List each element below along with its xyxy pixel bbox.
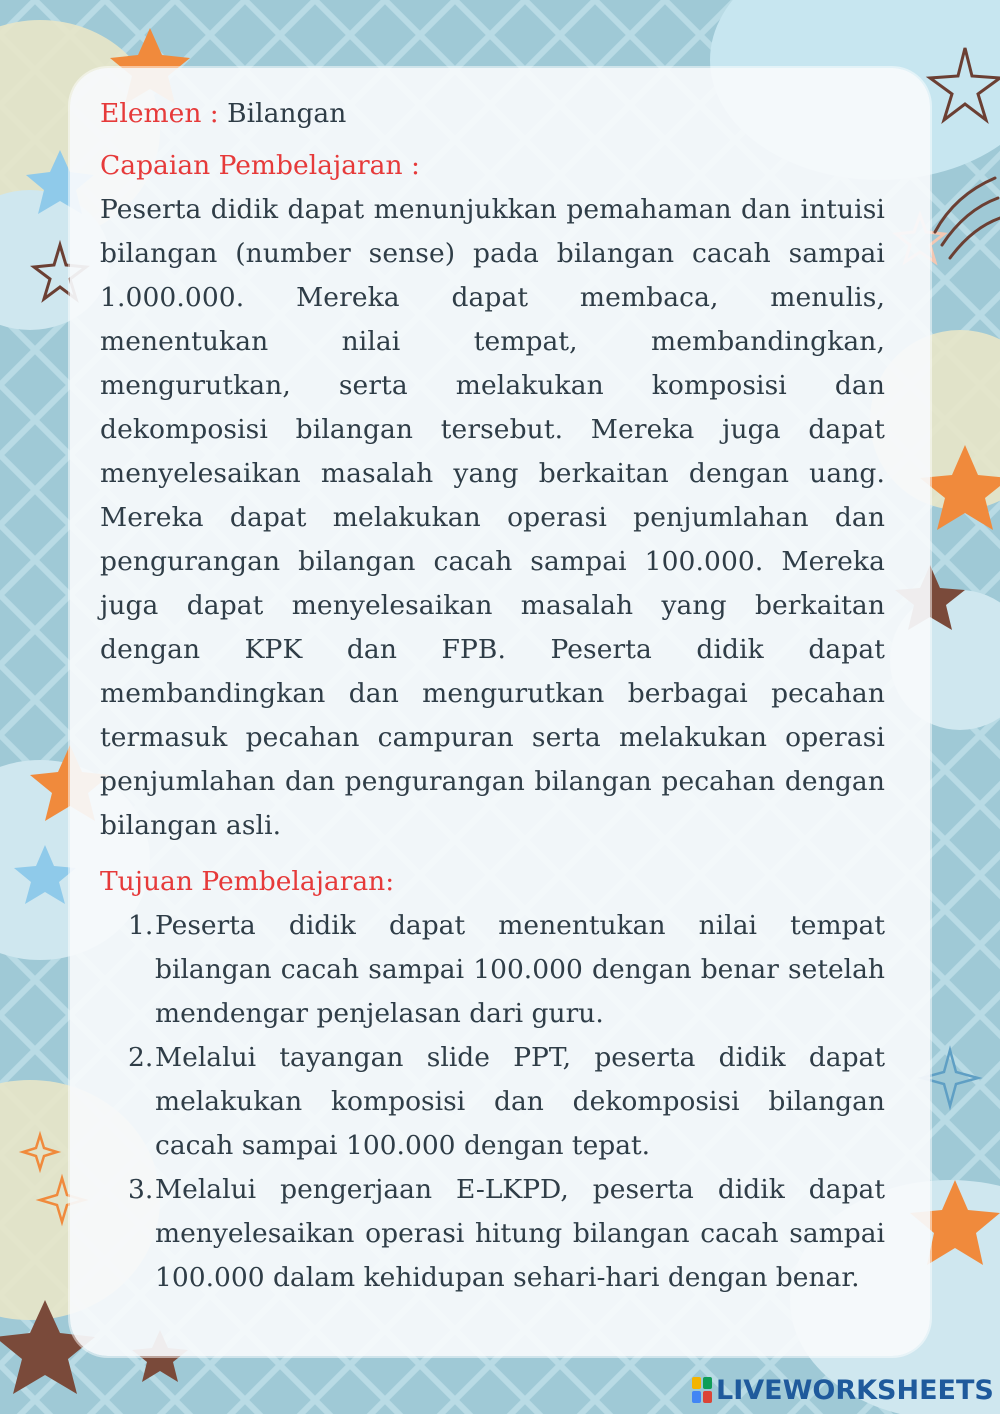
list-item-text: Peserta didik dapat menentukan nilai tempat bilangan cacah sampai 100.000 dengan benar setelah mendengar penjelasan dari guru. [155,910,885,1029]
element-label: Elemen : [100,98,219,129]
liveworksheets-logo-text: LIVEWORKSHEETS [716,1374,994,1406]
list-item [100,1036,885,1168]
objectives-list [100,904,885,1300]
element-line [100,92,885,136]
tujuan-heading: Tujuan Pembelajaran: [100,866,395,897]
list-item-text: Melalui pengerjaan E-LKPD, peserta didik dapat menyelesaikan operasi hitung bilangan cacah sampai 100.000 dalam kehidupan sehari-hari dengan benar. [155,1174,885,1293]
liveworksheets-logo[interactable] [692,1373,994,1407]
capaian-heading: Capaian Pembelajaran : [100,150,420,181]
capaian-paragraph: Peserta didik dapat menunjukkan pemahaman dan intuisi bilangan (number sense) pada bilangan cacah sampai 1.000.000. Mereka dapat membaca, menulis, menentukan nilai tempat, membandingkan, mengurutkan, serta melakukan komposisi dan dekomposisi bilangan tersebut. Mereka juga dapat menyelesaikan masalah yang berkaitan dengan uang. Mereka dapat melakukan operasi penjumlahan dan pengurangan bilangan cacah sampai 100.000. Mereka juga dapat menyelesaikan masalah yang berkaitan dengan KPK dan FPB. Peserta didik dapat membandingkan dan mengurutkan berbagai pecahan termasuk pecahan campuran serta melakukan operasi penjumlahan dan pengurangan bilangan pecahan dengan bilangan asli. [100,194,885,841]
list-item-number: 2. [128,1042,154,1073]
liveworksheets-logo-icon [692,1377,712,1403]
list-item-text: Melalui tayangan slide PPT, peserta didik dapat melakukan komposisi dan dekomposisi bilangan cacah sampai 100.000 dengan tepat. [155,1042,885,1161]
learning-outcomes-document [100,92,885,1300]
list-item [100,1168,885,1300]
list-item-number: 1. [128,910,154,941]
element-value: Bilangan [227,98,347,129]
list-item [100,904,885,1036]
list-item-number: 3. [128,1174,154,1205]
